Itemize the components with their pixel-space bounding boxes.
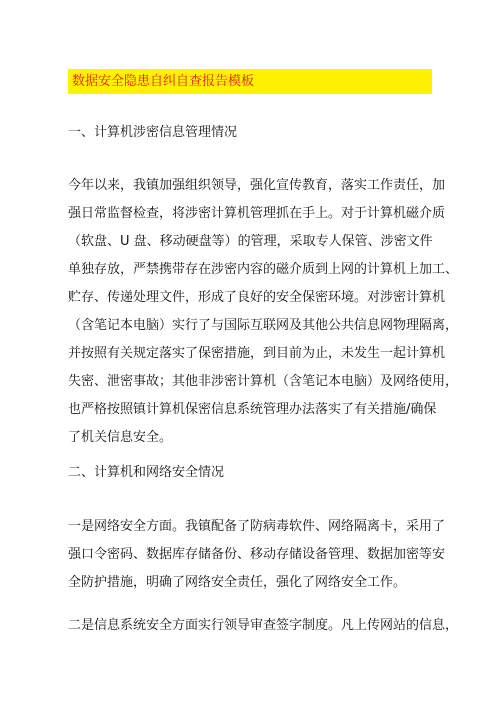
section-1-line: 并按照有关规定落实了保密措施，到目前为止，未发生一起计算机 xyxy=(68,346,446,361)
section-1-line: （含笔记本电脑）实行了与国际互联网及其他公共信息网物理隔离， xyxy=(68,318,459,333)
section-1-line: 贮存、传递处理文件，形成了良好的安全保密环境。对涉密计算机 xyxy=(68,290,446,305)
section-1-line: 今年以来，我镇加强组织领导，强化宣传教育，落实工作责任，加 xyxy=(68,178,446,193)
section-1-heading: 一、计算机涉密信息管理情况 xyxy=(68,125,238,140)
document-title: 数据安全隐患自纠自查报告模板 xyxy=(72,74,255,89)
section-2-paragraph-1-line: 一是网络安全方面。我镇配备了防病毒软件、网络隔离卡，采用了 xyxy=(68,519,446,534)
section-2-paragraph-1-line: 强口令密码、数据库存储备份、移动存储设备管理、数据加密等安 xyxy=(68,547,446,562)
section-2-heading: 二、计算机和网络安全情况 xyxy=(68,465,225,480)
section-2-paragraph-2-line: 二是信息系统安全方面实行领导审查签字制度。凡上传网站的信息， xyxy=(68,618,459,633)
section-1-line: 失密、泄密事故；其他非涉密计算机（含笔记本电脑）及网络使用， xyxy=(68,374,459,389)
section-1-line: 强日常监督检查，将涉密计算机管理抓在手上。对于计算机磁介质 xyxy=(68,206,446,221)
section-2-paragraph-1-line: 全防护措施，明确了网络安全责任，强化了网络安全工作。 xyxy=(68,575,407,590)
section-1-line: （软盘、U 盘、移动硬盘等）的管理，采取专人保管、涉密文件 xyxy=(68,234,433,249)
section-1-line: 了机关信息安全。 xyxy=(68,430,173,445)
section-1-line: 也严格按照镇计算机保密信息系统管理办法落实了有关措施/确保 xyxy=(68,402,437,417)
section-1-line: 单独存放，严禁携带存在涉密内容的磁介质到上网的计算机上加工、 xyxy=(68,262,459,277)
